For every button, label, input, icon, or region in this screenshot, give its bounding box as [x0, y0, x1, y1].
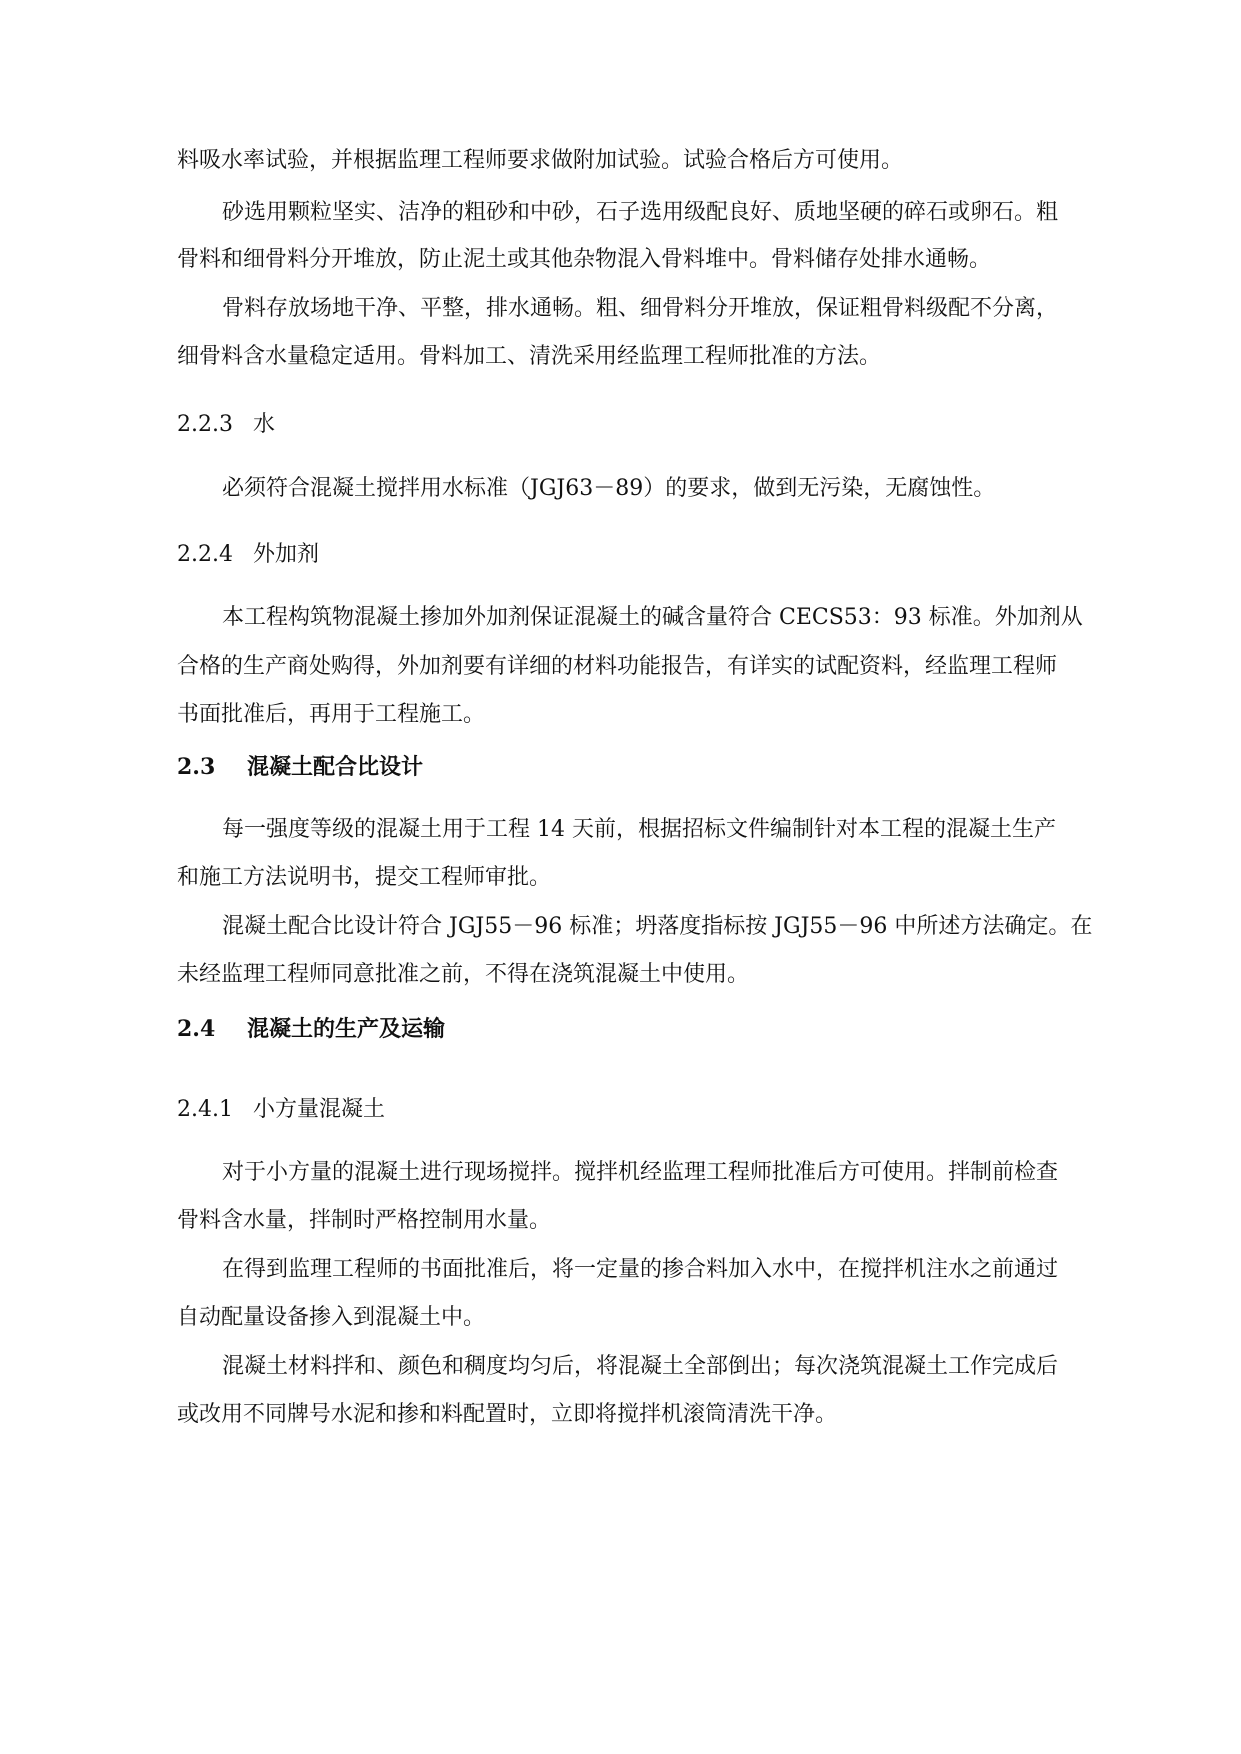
section-number: 2.3: [177, 754, 216, 780]
section-heading-2-3: [177, 752, 423, 782]
paragraph-line: 砂选用颗粒坚实、洁净的粗砂和中砂，石子选用级配良好、质地坚硬的碎石或卵石。粗: [222, 200, 1059, 225]
section-title: 水: [253, 412, 276, 437]
paragraph-line: 骨料和细骨料分开堆放，防止泥土或其他杂物混入骨料堆中。骨料储存处排水通畅。: [177, 247, 992, 272]
section-heading-2-2-3: [177, 410, 275, 440]
section-heading-2-4: [177, 1014, 445, 1044]
section-number: 2.2.4: [177, 542, 233, 567]
paragraph-line: 每一强度等级的混凝土用于工程 14 天前，根据招标文件编制针对本工程的混凝土生产: [222, 817, 1056, 842]
paragraph-line: 自动配量设备掺入到混凝土中。: [177, 1305, 486, 1330]
paragraph-line: 对于小方量的混凝土进行现场搅拌。搅拌机经监理工程师批准后方可使用。拌制前检查: [222, 1160, 1059, 1185]
paragraph-line: 和施工方法说明书，提交工程师审批。: [177, 865, 552, 890]
paragraph-line: 书面批准后，再用于工程施工。: [177, 702, 486, 727]
paragraph-line: 细骨料含水量稳定适用。骨料加工、清洗采用经监理工程师批准的方法。: [177, 344, 882, 369]
section-number: 2.4: [177, 1016, 216, 1042]
section-title: 混凝土配合比设计: [247, 754, 424, 780]
section-number: 2.2.3: [177, 412, 233, 437]
paragraph-line: 合格的生产商处购得，外加剂要有详细的材料功能报告，有详实的试配资料，经监理工程师: [177, 654, 1058, 679]
paragraph-line: 骨料存放场地干净、平整，排水通畅。粗、细骨料分开堆放，保证粗骨料级配不分离，: [222, 296, 1059, 321]
paragraph-line: 料吸水率试验，并根据监理工程师要求做附加试验。试验合格后方可使用。: [177, 148, 904, 173]
section-title: 外加剂: [253, 542, 320, 567]
section-title: 小方量混凝土: [253, 1097, 386, 1122]
section-title: 混凝土的生产及运输: [247, 1016, 446, 1042]
paragraph-line: 或改用不同牌号水泥和掺和料配置时，立即将搅拌机滚筒清洗干净。: [177, 1402, 838, 1427]
section-heading-2-2-4: [177, 540, 319, 570]
paragraph-line: 混凝土材料拌和、颜色和稠度均匀后，将混凝土全部倒出；每次浇筑混凝土工作完成后: [222, 1354, 1059, 1379]
document-page: [177, 0, 1093, 1754]
paragraph-line: 必须符合混凝土搅拌用水标准（JGJ63－89）的要求，做到无污染，无腐蚀性。: [222, 476, 996, 501]
section-heading-2-4-1: [177, 1095, 385, 1125]
paragraph-line: 骨料含水量，拌制时严格控制用水量。: [177, 1208, 552, 1233]
paragraph-line: 未经监理工程师同意批准之前，不得在浇筑混凝土中使用。: [177, 962, 750, 987]
section-number: 2.4.1: [177, 1097, 233, 1122]
paragraph-line: 混凝土配合比设计符合 JGJ55－96 标准；坍落度指标按 JGJ55－96 中所述方法确定。在: [222, 914, 1093, 939]
paragraph-line: 本工程构筑物混凝土掺加外加剂保证混凝土的碱含量符合 CECS53：93 标准。外加剂从: [222, 605, 1083, 630]
paragraph-line: 在得到监理工程师的书面批准后，将一定量的掺合料加入水中，在搅拌机注水之前通过: [222, 1257, 1059, 1282]
